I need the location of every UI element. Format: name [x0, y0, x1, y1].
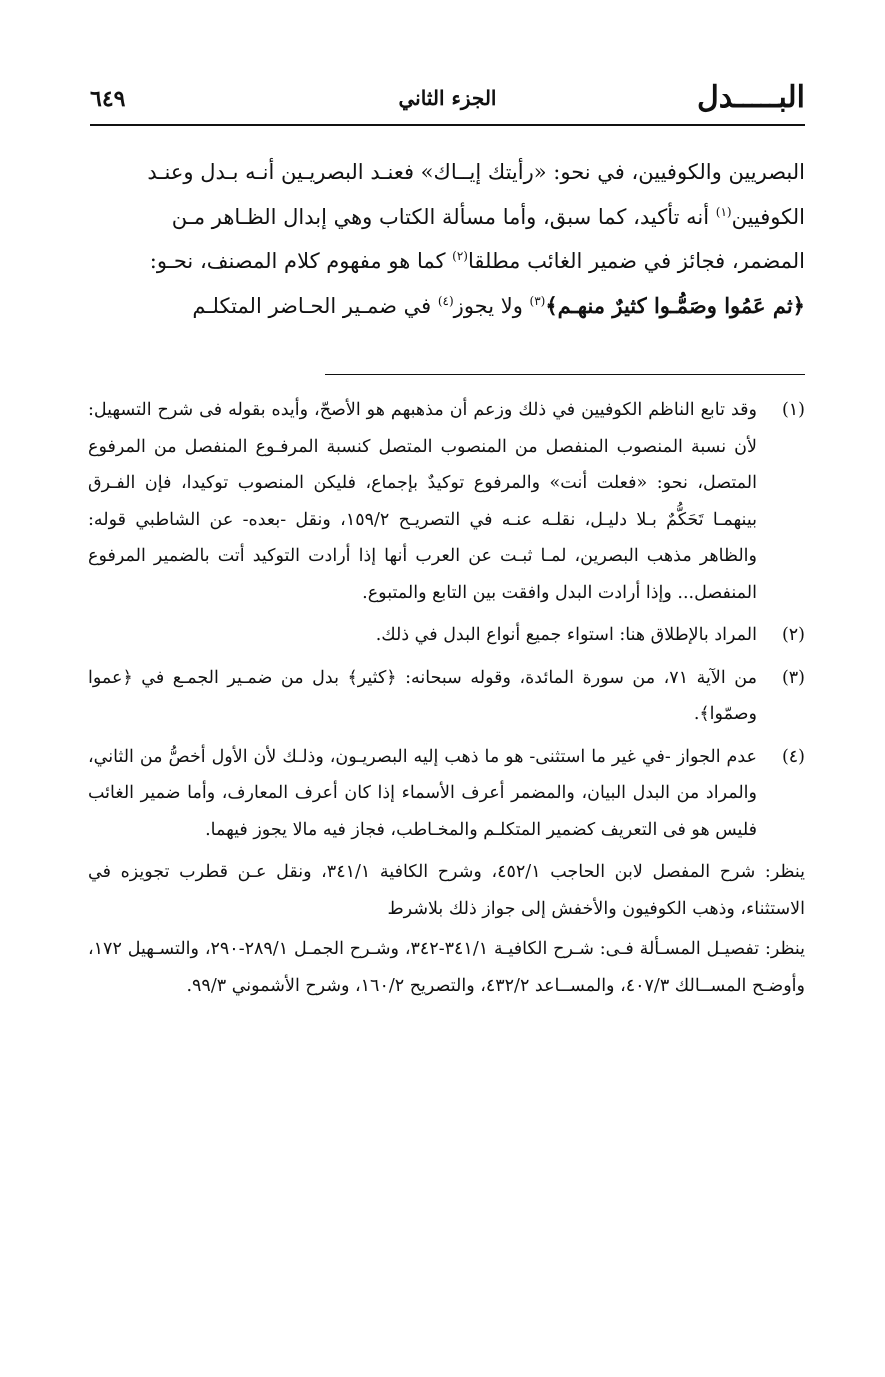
volume-label: الجزء الثاني — [398, 86, 497, 110]
footnote-text: من الآية ٧١، من سورة المائدة، وقوله سبحانه: ﴿كثير﴾ بدل من ضمـير الجمـع في ﴿عموا وصمّوا﴾. — [88, 667, 757, 724]
body-line-2: الكوفيين$^{(١)}$ أنه تأكيد، كما سبق، وأما مسألة الكتاب وهي إبدال الظـاهر مـن — [171, 204, 805, 229]
footnote-ref-3[interactable]: (٣) — [529, 293, 546, 308]
body-line-4: ﴿ثم عَمُوا وصَمُّـوا كثيرٌ منهـم﴾$^{(٣)}$ ولا يجوز$^{(٤)}$ في ضمـير الحـاضر المتكلـم — [192, 292, 805, 318]
page-number: ٦٤٩ — [90, 86, 126, 112]
footnote-2 — [88, 617, 805, 654]
footnote-number: (٣) — [781, 667, 805, 688]
footnote-number: (٢) — [781, 625, 805, 645]
footnote-1 — [88, 392, 805, 611]
footnote-number: (٤) — [781, 746, 805, 767]
reference-paragraph-2: ينظر: تفصيـل المسـألة فـى: شـرح الكافيـة ٣٤١/١-٣٤٢، وشـرح الجمـل ٢٨٩/١-٢٩٠، والتسـهيل ١٧٢، وأوضـح المســالك ٤٠٧/٣، والمســاعد ٤٣٢/٢، والتصريح ١٦٠/٢، وشرح الأشموني ٩٩/٣. — [88, 939, 806, 996]
footnotes — [88, 392, 805, 1004]
footnote-ref-2[interactable]: (٢) — [452, 249, 468, 263]
footnote-ref-1[interactable]: (١) — [715, 204, 732, 219]
footnote-text: المراد بالإطلاق هنا: استواء جميع أنواع البدل في ذلك. — [375, 625, 757, 645]
footnote-number: (١) — [781, 400, 805, 420]
footnote-4 — [88, 739, 805, 849]
footnote-ref-4[interactable]: (٤) — [437, 293, 454, 308]
body-line-3: المضمر، فجائز في ضمير الغائب مطلقا$^{(٢)}$ كما هو مفهوم كلام المصنف، نحـو: — [149, 249, 805, 273]
body-line-1: البصريين والكوفيين، في نحو: «رأيتك إيــاك» فعنـد البصريـين أنـه بـدل وعنـد — [147, 160, 805, 184]
chapter-title: البـــــدل — [696, 80, 805, 115]
quran-verse: ﴿ثم عَمُوا وصَمُّـوا كثيرٌ منهـم﴾ — [545, 292, 805, 318]
footnote-text: وقد تابع الناظم الكوفيين في ذلك وزعم أن مذهبهم هو الأصحّ، وأيده بقوله فى شرح التسهيل: لأن نسبة المنصوب المنفصل من المنصوب المتصل كنسبة المرفـوع المنفصل من المرفوع المتصل، نحو: «فعلت أنت» والمرفوع توكيدٌ بإجماع، فليكن المنصوب توكيدا، فإن الفـرق بينهمـا تَحَكُّمٌ بـلا دليـل، نقلـه عنـه في التصريـح ١٥٩/٢، ونقل -بعده- عن الشاطبي قوله: والظاهر مذهب البصرين، لمـا ثبـت عن العرب أنها إذا أرادت التوكيد أتت بالضمير المرفوع المنفصل... وإذا أرادت البدل وافقت بين التابع والمتبوع. — [88, 400, 757, 603]
footnote-separator — [325, 374, 805, 375]
main-text — [88, 150, 805, 328]
reference-paragraph-1: ينظر: شرح المفصل لابن الحاجب ٤٥٢/١، وشرح الكافية ٣٤١/١، ونقل عـن قطرب تجويزه في الاستثناء، وذهب الكوفيون والأخفش إلى جواز ذلك بلاشرط — [88, 862, 805, 919]
footnote-3 — [88, 660, 805, 733]
footnote-text: عدم الجواز -في غير ما استثنى- هو ما ذهب إليه البصريـون، وذلـك لأن الأول أخصُّ من الثاني، والمراد من البدل البيان، والمضمر أعرف الأسماء إذا كان أعرف المعارف، وأما ضمير الغائب فليس هو فى التعريف كضمير المتكلـم والمخـاطب، فجاز فيه مالا يجوز فيهما. — [88, 746, 757, 840]
running-header — [90, 78, 805, 126]
